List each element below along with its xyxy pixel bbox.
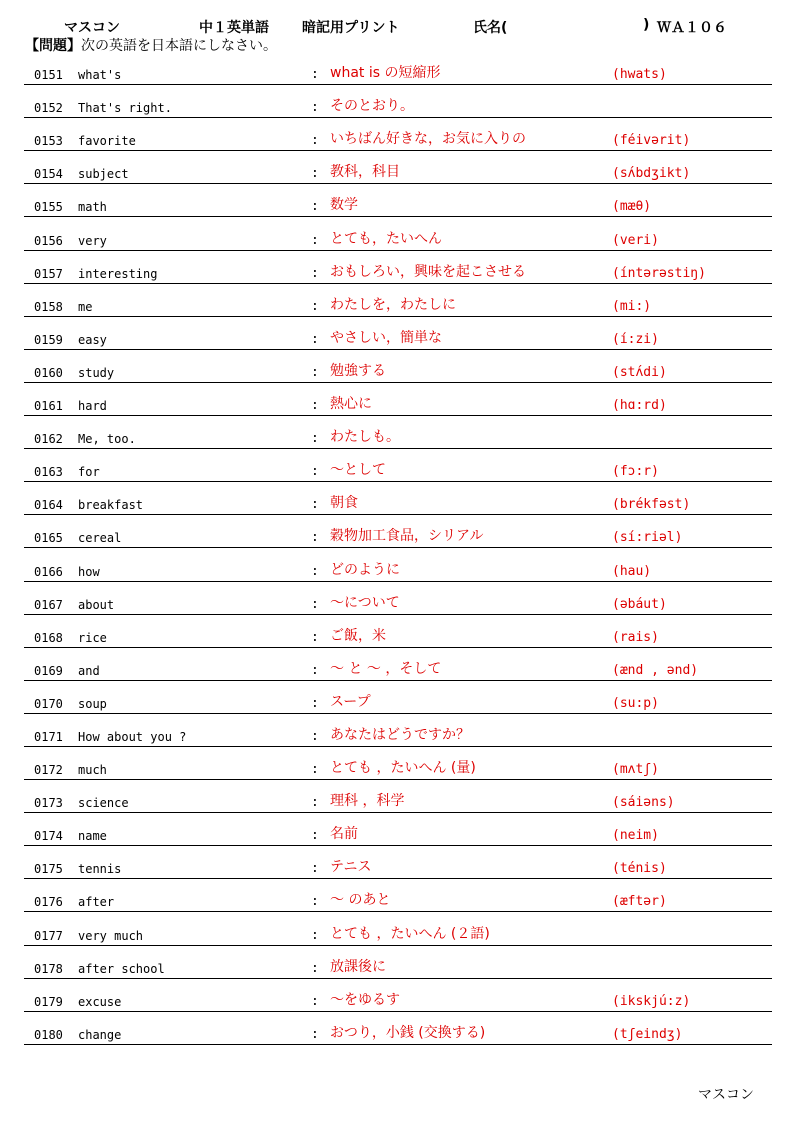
- footer-brand: マスコン: [698, 1087, 754, 1103]
- item-word: easy: [78, 332, 107, 347]
- list-item: [24, 317, 772, 350]
- item-word: for: [78, 465, 100, 480]
- item-pronunciation: (ænd , ənd): [612, 662, 699, 678]
- item-meaning: 理科 ，科学: [330, 793, 405, 810]
- item-meaning: ～ と ～ ，そして: [330, 660, 442, 677]
- item-separator: :: [311, 331, 319, 347]
- list-item: [24, 979, 772, 1012]
- item-pronunciation: (brékfəst): [612, 497, 691, 513]
- item-separator: :: [311, 795, 319, 811]
- item-meaning: ～について: [330, 594, 400, 611]
- worksheet-header: [0, 17, 794, 35]
- item-separator: :: [311, 960, 319, 976]
- item-number: 0163: [34, 465, 63, 480]
- item-meaning: おつり，小銭 (交換する): [330, 1024, 486, 1041]
- item-pronunciation: (su:p): [612, 695, 659, 711]
- item-number: 0172: [34, 763, 63, 778]
- header-code: ＷＡ１０６: [657, 20, 727, 36]
- item-separator: :: [311, 398, 319, 414]
- list-item: [24, 52, 772, 85]
- item-meaning: 数学: [330, 197, 358, 214]
- item-pronunciation: (mi:): [612, 298, 652, 314]
- header-name-close: ): [643, 17, 650, 33]
- item-meaning: スープ: [330, 693, 371, 710]
- item-word: after school: [78, 961, 165, 976]
- item-pronunciation: (hɑ:rd): [612, 398, 667, 414]
- item-word: change: [78, 1027, 122, 1042]
- item-meaning: テニス: [330, 859, 372, 876]
- item-separator: :: [311, 265, 319, 281]
- item-meaning: ～をゆるす: [330, 991, 400, 1008]
- item-meaning: やさしい，簡単な: [330, 329, 442, 346]
- list-item: [24, 217, 772, 250]
- item-separator: :: [311, 232, 319, 248]
- item-number: 0170: [34, 696, 63, 711]
- list-item: [24, 780, 772, 813]
- header-sheet-type: 暗記用プリント: [302, 20, 400, 36]
- item-word: soup: [78, 696, 107, 711]
- item-word: what's: [78, 68, 122, 83]
- item-meaning: 穀物加工食品，シリアル: [330, 528, 484, 545]
- item-number: 0157: [34, 266, 63, 281]
- item-word: favorite: [78, 134, 136, 149]
- list-item: [24, 350, 772, 383]
- list-item: [24, 251, 772, 284]
- item-meaning: 名前: [330, 826, 358, 843]
- item-pronunciation: (neim): [612, 828, 659, 844]
- item-word: cereal: [78, 531, 122, 546]
- item-pronunciation: (fɔ:r): [612, 464, 659, 480]
- item-number: 0180: [34, 1027, 63, 1042]
- item-word: very: [78, 233, 107, 248]
- item-separator: :: [311, 596, 319, 612]
- list-item: [24, 284, 772, 317]
- item-meaning: 朝食: [330, 495, 358, 512]
- item-word: subject: [78, 167, 129, 182]
- list-item: [24, 184, 772, 217]
- item-word: Me, too.: [78, 432, 136, 447]
- item-separator: :: [311, 530, 319, 546]
- item-pronunciation: (hwats): [612, 67, 667, 83]
- list-item: [24, 813, 772, 846]
- item-separator: :: [311, 199, 319, 215]
- list-item: [24, 1012, 772, 1045]
- item-separator: :: [311, 927, 319, 943]
- header-grade: 中１英単語: [199, 20, 269, 36]
- item-number: 0162: [34, 432, 63, 447]
- item-meaning: わたしを，わたしに: [330, 296, 456, 313]
- item-meaning: とても ，たいへん (２語): [330, 925, 490, 942]
- item-number: 0167: [34, 597, 63, 612]
- item-separator: :: [311, 662, 319, 678]
- item-pronunciation: (stʌ́di): [612, 364, 667, 380]
- header-name-label: 氏名(: [473, 20, 508, 36]
- item-word: hard: [78, 399, 107, 414]
- item-number: 0152: [34, 101, 63, 116]
- item-number: 0160: [34, 365, 63, 380]
- item-pronunciation: (íntərəstiŋ): [612, 265, 706, 281]
- item-pronunciation: (mʌtʃ): [612, 762, 659, 778]
- item-number: 0178: [34, 961, 63, 976]
- item-meaning: わたしも。: [330, 429, 400, 446]
- item-meaning: ～として: [330, 462, 386, 479]
- list-item: [24, 151, 772, 184]
- item-pronunciation: (ténis): [612, 861, 667, 877]
- item-number: 0161: [34, 399, 63, 414]
- item-word: That's right.: [78, 101, 172, 116]
- item-word: after: [78, 895, 115, 910]
- item-separator: :: [311, 464, 319, 480]
- item-number: 0158: [34, 299, 63, 314]
- item-number: 0175: [34, 862, 63, 877]
- item-pronunciation: (veri): [612, 232, 659, 248]
- item-word: study: [78, 365, 115, 380]
- item-separator: :: [311, 364, 319, 380]
- item-number: 0151: [34, 68, 63, 83]
- item-separator: :: [311, 431, 319, 447]
- item-number: 0168: [34, 630, 63, 645]
- item-word: math: [78, 200, 107, 215]
- item-separator: :: [311, 828, 319, 844]
- item-pronunciation: (í:zi): [612, 331, 659, 347]
- list-item: [24, 449, 772, 482]
- list-item: [24, 879, 772, 912]
- item-separator: :: [311, 166, 319, 182]
- item-pronunciation: (sʌ́bdʒikt): [612, 166, 691, 182]
- list-item: [24, 582, 772, 615]
- item-word: very much: [78, 928, 144, 943]
- item-word: how: [78, 564, 100, 579]
- item-meaning: とても，たいへん: [330, 230, 442, 247]
- item-separator: :: [311, 728, 319, 744]
- item-pronunciation: (féivərit): [612, 133, 691, 149]
- item-meaning: とても ，たいへん (量): [330, 760, 476, 777]
- item-word: rice: [78, 630, 107, 645]
- vocab-list: [24, 52, 772, 1045]
- item-pronunciation: (sáiəns): [612, 795, 675, 811]
- item-separator: :: [311, 894, 319, 910]
- item-number: 0164: [34, 498, 63, 513]
- list-item: [24, 85, 772, 118]
- item-word: interesting: [78, 266, 158, 281]
- item-pronunciation: (hau): [612, 563, 652, 579]
- item-number: 0177: [34, 928, 63, 943]
- item-pronunciation: (əbáut): [612, 596, 667, 612]
- item-number: 0174: [34, 829, 63, 844]
- item-pronunciation: (ikskjú:z): [612, 993, 691, 1009]
- list-item: [24, 846, 772, 879]
- item-word: How about you ?: [78, 729, 187, 744]
- item-number: 0169: [34, 663, 63, 678]
- item-word: me: [78, 299, 93, 314]
- item-word: much: [78, 763, 107, 778]
- item-word: breakfast: [78, 498, 144, 513]
- list-item: [24, 946, 772, 979]
- item-separator: :: [311, 861, 319, 877]
- item-word: about: [78, 597, 115, 612]
- item-separator: :: [311, 762, 319, 778]
- item-meaning: ～ のあと: [330, 892, 391, 909]
- item-meaning: あなたはどうですか？: [330, 726, 470, 743]
- item-separator: :: [311, 67, 319, 83]
- item-separator: :: [311, 497, 319, 513]
- item-meaning: おもしろい，興味を起こさせる: [330, 263, 526, 280]
- item-pronunciation: (æftər): [612, 894, 667, 910]
- instruction-text: 次の英語を日本語にしなさい。: [81, 38, 277, 54]
- item-separator: :: [311, 563, 319, 579]
- item-separator: :: [311, 695, 319, 711]
- item-separator: :: [311, 1026, 319, 1042]
- item-number: 0165: [34, 531, 63, 546]
- item-meaning: そのとおり。: [330, 98, 414, 115]
- list-item: [24, 681, 772, 714]
- item-meaning: 勉強する: [330, 362, 386, 379]
- list-item: [24, 482, 772, 515]
- item-pronunciation: (mæθ): [612, 199, 652, 215]
- item-meaning: 熱心に: [330, 396, 372, 413]
- item-pronunciation: (tʃeindʒ): [612, 1026, 683, 1042]
- item-number: 0171: [34, 729, 63, 744]
- item-separator: :: [311, 993, 319, 1009]
- item-word: tennis: [78, 862, 122, 877]
- list-item: [24, 416, 772, 449]
- item-separator: :: [311, 629, 319, 645]
- item-word: science: [78, 796, 129, 811]
- list-item: [24, 383, 772, 416]
- item-word: name: [78, 829, 107, 844]
- item-number: 0156: [34, 233, 63, 248]
- item-meaning: ご飯，米: [330, 627, 386, 644]
- item-meaning: 教科，科目: [330, 164, 400, 181]
- item-number: 0159: [34, 332, 63, 347]
- list-item: [24, 118, 772, 151]
- item-meaning: いちばん好きな，お気に入りの: [330, 131, 526, 148]
- list-item: [24, 548, 772, 581]
- item-number: 0173: [34, 796, 63, 811]
- item-number: 0154: [34, 167, 63, 182]
- item-number: 0179: [34, 994, 63, 1009]
- item-separator: :: [311, 298, 319, 314]
- list-item: [24, 615, 772, 648]
- item-meaning: what is の短縮形: [330, 65, 441, 82]
- item-pronunciation: (sí:riəl): [612, 530, 683, 546]
- list-item: [24, 714, 772, 747]
- item-separator: :: [311, 100, 319, 116]
- list-item: [24, 747, 772, 780]
- item-separator: :: [311, 133, 319, 149]
- item-number: 0155: [34, 200, 63, 215]
- list-item: [24, 648, 772, 681]
- item-number: 0166: [34, 564, 63, 579]
- list-item: [24, 515, 772, 548]
- item-meaning: 放課後に: [330, 958, 386, 975]
- item-number: 0153: [34, 134, 63, 149]
- item-word: and: [78, 663, 100, 678]
- list-item: [24, 912, 772, 945]
- item-number: 0176: [34, 895, 63, 910]
- instruction-tag: 【問題】: [25, 38, 81, 54]
- item-meaning: どのように: [330, 561, 400, 578]
- header-brand: マスコン: [64, 20, 120, 36]
- item-pronunciation: (rais): [612, 629, 659, 645]
- item-word: excuse: [78, 994, 122, 1009]
